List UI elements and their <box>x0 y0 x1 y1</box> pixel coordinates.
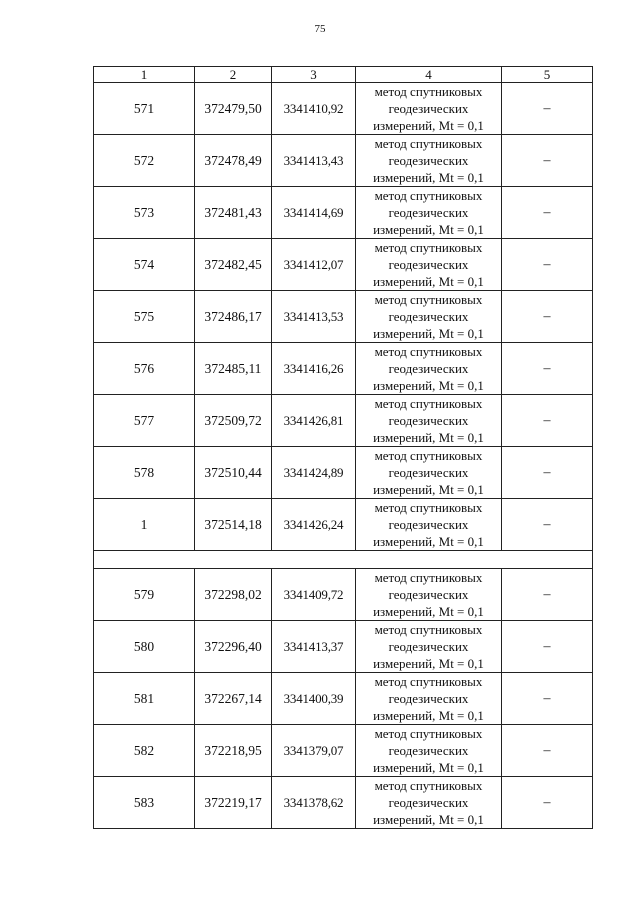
method-text-line: геодезических <box>388 587 469 602</box>
method-text-line: метод спутниковых <box>374 726 483 741</box>
coordinate-y-cell: 3341413,43 <box>272 135 356 187</box>
coordinate-x-cell: 372218,95 <box>195 725 272 777</box>
method-cell <box>356 569 502 621</box>
method-cell <box>356 239 502 291</box>
method-cell <box>356 621 502 673</box>
method-text-line: геодезических <box>388 413 469 428</box>
method-text-line: измерений, Mt = 0,1 <box>373 656 484 671</box>
table-row <box>94 239 593 291</box>
table-row <box>94 777 593 829</box>
table-row <box>94 83 593 135</box>
point-number-cell: 575 <box>94 291 195 343</box>
note-cell: – <box>502 777 593 829</box>
method-cell <box>356 187 502 239</box>
note-cell: – <box>502 621 593 673</box>
method-cell <box>356 447 502 499</box>
column-header-4: 4 <box>356 67 502 83</box>
table-row <box>94 569 593 621</box>
method-text-line: измерений, Mt = 0,1 <box>373 170 484 185</box>
note-cell: – <box>502 239 593 291</box>
table-row <box>94 673 593 725</box>
method-text-line: метод спутниковых <box>374 500 483 515</box>
method-text-line: метод спутниковых <box>374 292 483 307</box>
coordinate-y-cell: 3341378,62 <box>272 777 356 829</box>
coordinate-x-cell: 372510,44 <box>195 447 272 499</box>
method-text-line: метод спутниковых <box>374 674 483 689</box>
coordinates-table <box>93 66 593 829</box>
method-text-line: измерений, Mt = 0,1 <box>373 534 484 549</box>
coordinate-y-cell: 3341413,53 <box>272 291 356 343</box>
table-row <box>94 135 593 187</box>
method-text-line: метод спутниковых <box>374 136 483 151</box>
method-text-line: геодезических <box>388 691 469 706</box>
note-cell: – <box>502 187 593 239</box>
coordinate-x-cell: 372486,17 <box>195 291 272 343</box>
note-cell: – <box>502 291 593 343</box>
note-cell: – <box>502 725 593 777</box>
note-cell: – <box>502 395 593 447</box>
method-text-line: геодезических <box>388 639 469 654</box>
method-text-line: метод спутниковых <box>374 240 483 255</box>
coordinate-x-cell: 372485,11 <box>195 343 272 395</box>
method-cell <box>356 725 502 777</box>
method-cell <box>356 83 502 135</box>
table-row <box>94 725 593 777</box>
column-header-5: 5 <box>502 67 593 83</box>
table-row <box>94 187 593 239</box>
coordinate-x-cell: 372509,72 <box>195 395 272 447</box>
column-header-3: 3 <box>272 67 356 83</box>
method-text-line: измерений, Mt = 0,1 <box>373 222 484 237</box>
method-text-line: геодезических <box>388 257 469 272</box>
method-text-line: метод спутниковых <box>374 622 483 637</box>
point-number-cell: 574 <box>94 239 195 291</box>
coordinate-y-cell: 3341379,07 <box>272 725 356 777</box>
point-number-cell: 583 <box>94 777 195 829</box>
method-cell <box>356 777 502 829</box>
method-text-line: метод спутниковых <box>374 84 483 99</box>
method-text-line: геодезических <box>388 743 469 758</box>
coordinate-y-cell: 3341424,89 <box>272 447 356 499</box>
note-cell: – <box>502 499 593 551</box>
method-text-line: измерений, Mt = 0,1 <box>373 118 484 133</box>
method-text-line: метод спутниковых <box>374 396 483 411</box>
coordinate-x-cell: 372298,02 <box>195 569 272 621</box>
separator-row <box>94 551 593 569</box>
method-text-line: измерений, Mt = 0,1 <box>373 378 484 393</box>
method-text-line: измерений, Mt = 0,1 <box>373 708 484 723</box>
method-text-line: геодезических <box>388 517 469 532</box>
method-text-line: геодезических <box>388 361 469 376</box>
method-text-line: геодезических <box>388 309 469 324</box>
point-number-cell: 577 <box>94 395 195 447</box>
page-number: 75 <box>314 23 326 35</box>
table-row <box>94 499 593 551</box>
method-cell <box>356 291 502 343</box>
point-number-cell: 571 <box>94 83 195 135</box>
method-cell <box>356 499 502 551</box>
method-text-line: измерений, Mt = 0,1 <box>373 482 484 497</box>
point-number-cell: 579 <box>94 569 195 621</box>
method-cell <box>356 395 502 447</box>
point-number-cell: 576 <box>94 343 195 395</box>
table-row <box>94 447 593 499</box>
note-cell: – <box>502 569 593 621</box>
method-text-line: измерений, Mt = 0,1 <box>373 604 484 619</box>
note-cell: – <box>502 447 593 499</box>
point-number-cell: 573 <box>94 187 195 239</box>
coordinate-x-cell: 372482,45 <box>195 239 272 291</box>
table-row <box>94 395 593 447</box>
column-header-1: 1 <box>94 67 195 83</box>
coordinate-y-cell: 3341414,69 <box>272 187 356 239</box>
point-number-cell: 581 <box>94 673 195 725</box>
coordinate-y-cell: 3341426,24 <box>272 499 356 551</box>
coordinate-x-cell: 372267,14 <box>195 673 272 725</box>
method-cell <box>356 673 502 725</box>
coordinate-y-cell: 3341426,81 <box>272 395 356 447</box>
point-number-cell: 578 <box>94 447 195 499</box>
method-cell <box>356 135 502 187</box>
method-text-line: метод спутниковых <box>374 188 483 203</box>
method-text-line: измерений, Mt = 0,1 <box>373 274 484 289</box>
coordinate-y-cell: 3341416,26 <box>272 343 356 395</box>
method-text-line: геодезических <box>388 101 469 116</box>
column-header-2: 2 <box>195 67 272 83</box>
table-header-row <box>94 67 593 83</box>
point-number-cell: 580 <box>94 621 195 673</box>
method-text-line: геодезических <box>388 465 469 480</box>
coordinate-y-cell: 3341413,37 <box>272 621 356 673</box>
coordinate-y-cell: 3341409,72 <box>272 569 356 621</box>
coordinate-x-cell: 372479,50 <box>195 83 272 135</box>
method-cell <box>356 343 502 395</box>
method-text-line: измерений, Mt = 0,1 <box>373 760 484 775</box>
method-text-line: метод спутниковых <box>374 448 483 463</box>
method-text-line: измерений, Mt = 0,1 <box>373 430 484 445</box>
coordinate-x-cell: 372219,17 <box>195 777 272 829</box>
method-text-line: геодезических <box>388 205 469 220</box>
coordinate-x-cell: 372481,43 <box>195 187 272 239</box>
coordinate-x-cell: 372296,40 <box>195 621 272 673</box>
point-number-cell: 1 <box>94 499 195 551</box>
method-text-line: метод спутниковых <box>374 778 483 793</box>
separator-cell <box>94 551 593 569</box>
method-text-line: геодезических <box>388 795 469 810</box>
method-text-line: метод спутниковых <box>374 570 483 585</box>
note-cell: – <box>502 135 593 187</box>
point-number-cell: 582 <box>94 725 195 777</box>
table-row <box>94 291 593 343</box>
table-row <box>94 343 593 395</box>
note-cell: – <box>502 83 593 135</box>
method-text-line: метод спутниковых <box>374 344 483 359</box>
note-cell: – <box>502 343 593 395</box>
coordinate-y-cell: 3341400,39 <box>272 673 356 725</box>
coordinate-x-cell: 372514,18 <box>195 499 272 551</box>
point-number-cell: 572 <box>94 135 195 187</box>
coordinate-x-cell: 372478,49 <box>195 135 272 187</box>
table-row <box>94 621 593 673</box>
note-cell: – <box>502 673 593 725</box>
method-text-line: измерений, Mt = 0,1 <box>373 812 484 827</box>
method-text-line: измерений, Mt = 0,1 <box>373 326 484 341</box>
method-text-line: геодезических <box>388 153 469 168</box>
coordinate-y-cell: 3341412,07 <box>272 239 356 291</box>
coordinate-y-cell: 3341410,92 <box>272 83 356 135</box>
